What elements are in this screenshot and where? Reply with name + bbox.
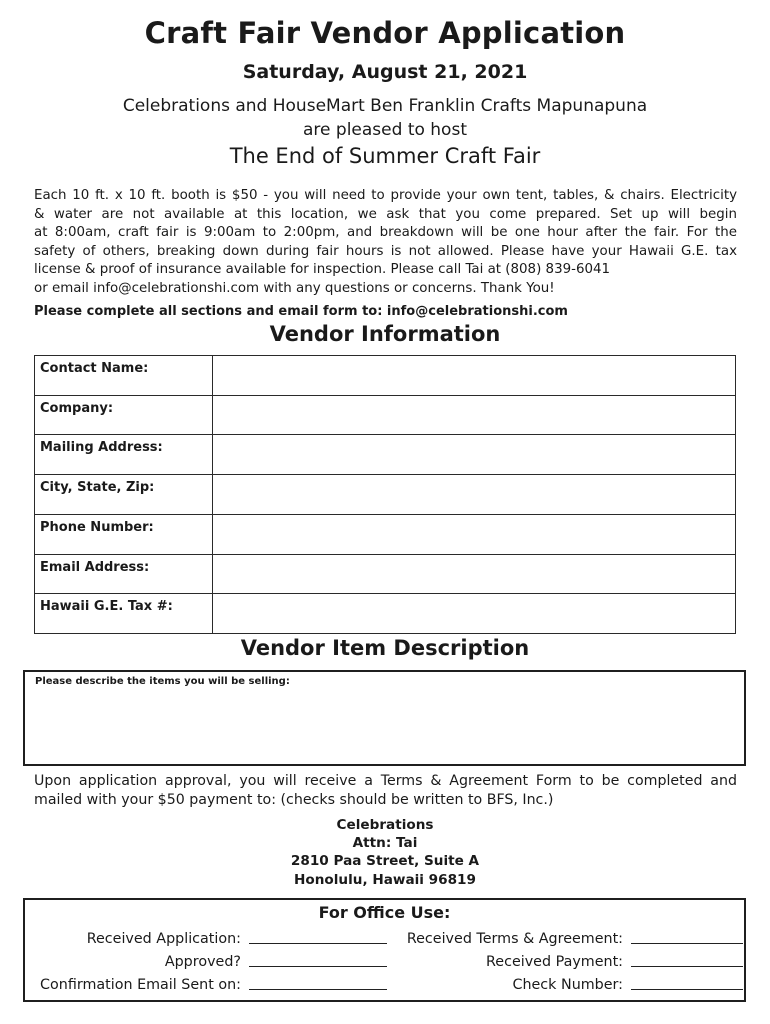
signature-line[interactable] (249, 988, 387, 990)
table-row (35, 356, 736, 396)
city-state-zip-field[interactable] (213, 475, 735, 514)
form-title: Craft Fair Vendor Application (144, 16, 626, 50)
office-use-box (23, 898, 746, 1002)
approval-line: mailed with your $50 payment to: (checks should be written to BFS, Inc.) (34, 792, 554, 808)
item-description-label: Please describe the items you will be selling: (35, 676, 290, 687)
event-name: The End of Summer Craft Fair (229, 144, 541, 168)
address-name: Celebrations (336, 817, 434, 833)
approval-line: Upon application approval, you will receive a Terms & Agreement Form to be completed and (34, 773, 737, 789)
host-line-1: Celebrations and HouseMart Ben Franklin Crafts Mapunapuna (122, 96, 648, 116)
office-row (25, 931, 387, 947)
item-description-box (23, 670, 746, 766)
intro-line: at 8:00am, craft fair is 9:00am to 2:00pm, and breakdown will be one hour after the fair. For the (34, 225, 737, 241)
office-row (25, 977, 387, 993)
office-label: Check Number: (512, 977, 623, 993)
item-description-heading: Vendor Item Description (240, 636, 530, 660)
tax-id-field[interactable] (213, 594, 735, 633)
intro-line: Each 10 ft. x 10 ft. booth is $50 - you will need to provide your own tent, tables, & chairs. Electricity (34, 188, 737, 203)
field-label: Company: (35, 395, 213, 435)
table-row (35, 435, 736, 475)
field-label: Hawaii G.E. Tax #: (35, 594, 213, 634)
contact-name-field[interactable] (213, 356, 735, 395)
table-row (35, 475, 736, 515)
approval-note (34, 772, 737, 810)
field-label: Contact Name: (35, 356, 213, 396)
field-label: Phone Number: (35, 514, 213, 554)
address-attn: Attn: Tai (352, 835, 418, 852)
office-row (387, 977, 743, 993)
company-field[interactable] (213, 396, 735, 435)
office-label: Approved? (164, 954, 241, 970)
intro-line: license & proof of insurance available for inspection. Please call Tai at (808) 839-6041 (34, 262, 611, 278)
office-row (25, 954, 387, 970)
host-line-2: are pleased to host (303, 120, 467, 140)
office-label: Received Payment: (486, 954, 623, 970)
event-date: Saturday, August 21, 2021 (242, 61, 528, 83)
office-row (387, 931, 743, 947)
table-row (35, 514, 736, 554)
office-label: Confirmation Email Sent on: (40, 977, 241, 993)
intro-paragraph (34, 187, 737, 299)
intro-line: & water are not available at this location, we ask that you come prepared. Set up will begin (34, 206, 737, 222)
vendor-info-heading: Vendor Information (269, 322, 501, 346)
email-address-field[interactable] (213, 555, 735, 594)
vendor-info-table (34, 355, 736, 634)
office-label: Received Terms & Agreement: (406, 931, 623, 947)
signature-line[interactable] (631, 942, 743, 944)
submission-instruction: Please complete all sections and email form to: info@celebrationshi.com (34, 304, 568, 319)
mailing-address-block (0, 816, 770, 889)
signature-line[interactable] (249, 942, 387, 944)
field-label: City, State, Zip: (35, 475, 213, 515)
field-label: Email Address: (35, 554, 213, 594)
office-use-title: For Office Use: (318, 903, 451, 922)
item-description-field[interactable] (29, 690, 744, 764)
address-city: Honolulu, Hawaii 96819 (294, 871, 476, 888)
signature-line[interactable] (631, 965, 743, 967)
table-row (35, 594, 736, 634)
address-street: 2810 Paa Street, Suite A (290, 853, 480, 870)
intro-line: or email info@celebrationshi.com with any questions or concerns. Thank You! (34, 280, 555, 296)
office-row (387, 954, 743, 970)
office-label: Received Application: (86, 931, 241, 947)
field-label: Mailing Address: (35, 435, 213, 475)
table-row (35, 395, 736, 435)
phone-number-field[interactable] (213, 515, 735, 554)
signature-line[interactable] (631, 988, 743, 990)
intro-line: safety of others, breaking down during fair hours is not allowed. Please have your Hawaii G.E. tax (34, 243, 737, 259)
mailing-address-field[interactable] (213, 435, 735, 474)
table-row (35, 554, 736, 594)
signature-line[interactable] (249, 965, 387, 967)
